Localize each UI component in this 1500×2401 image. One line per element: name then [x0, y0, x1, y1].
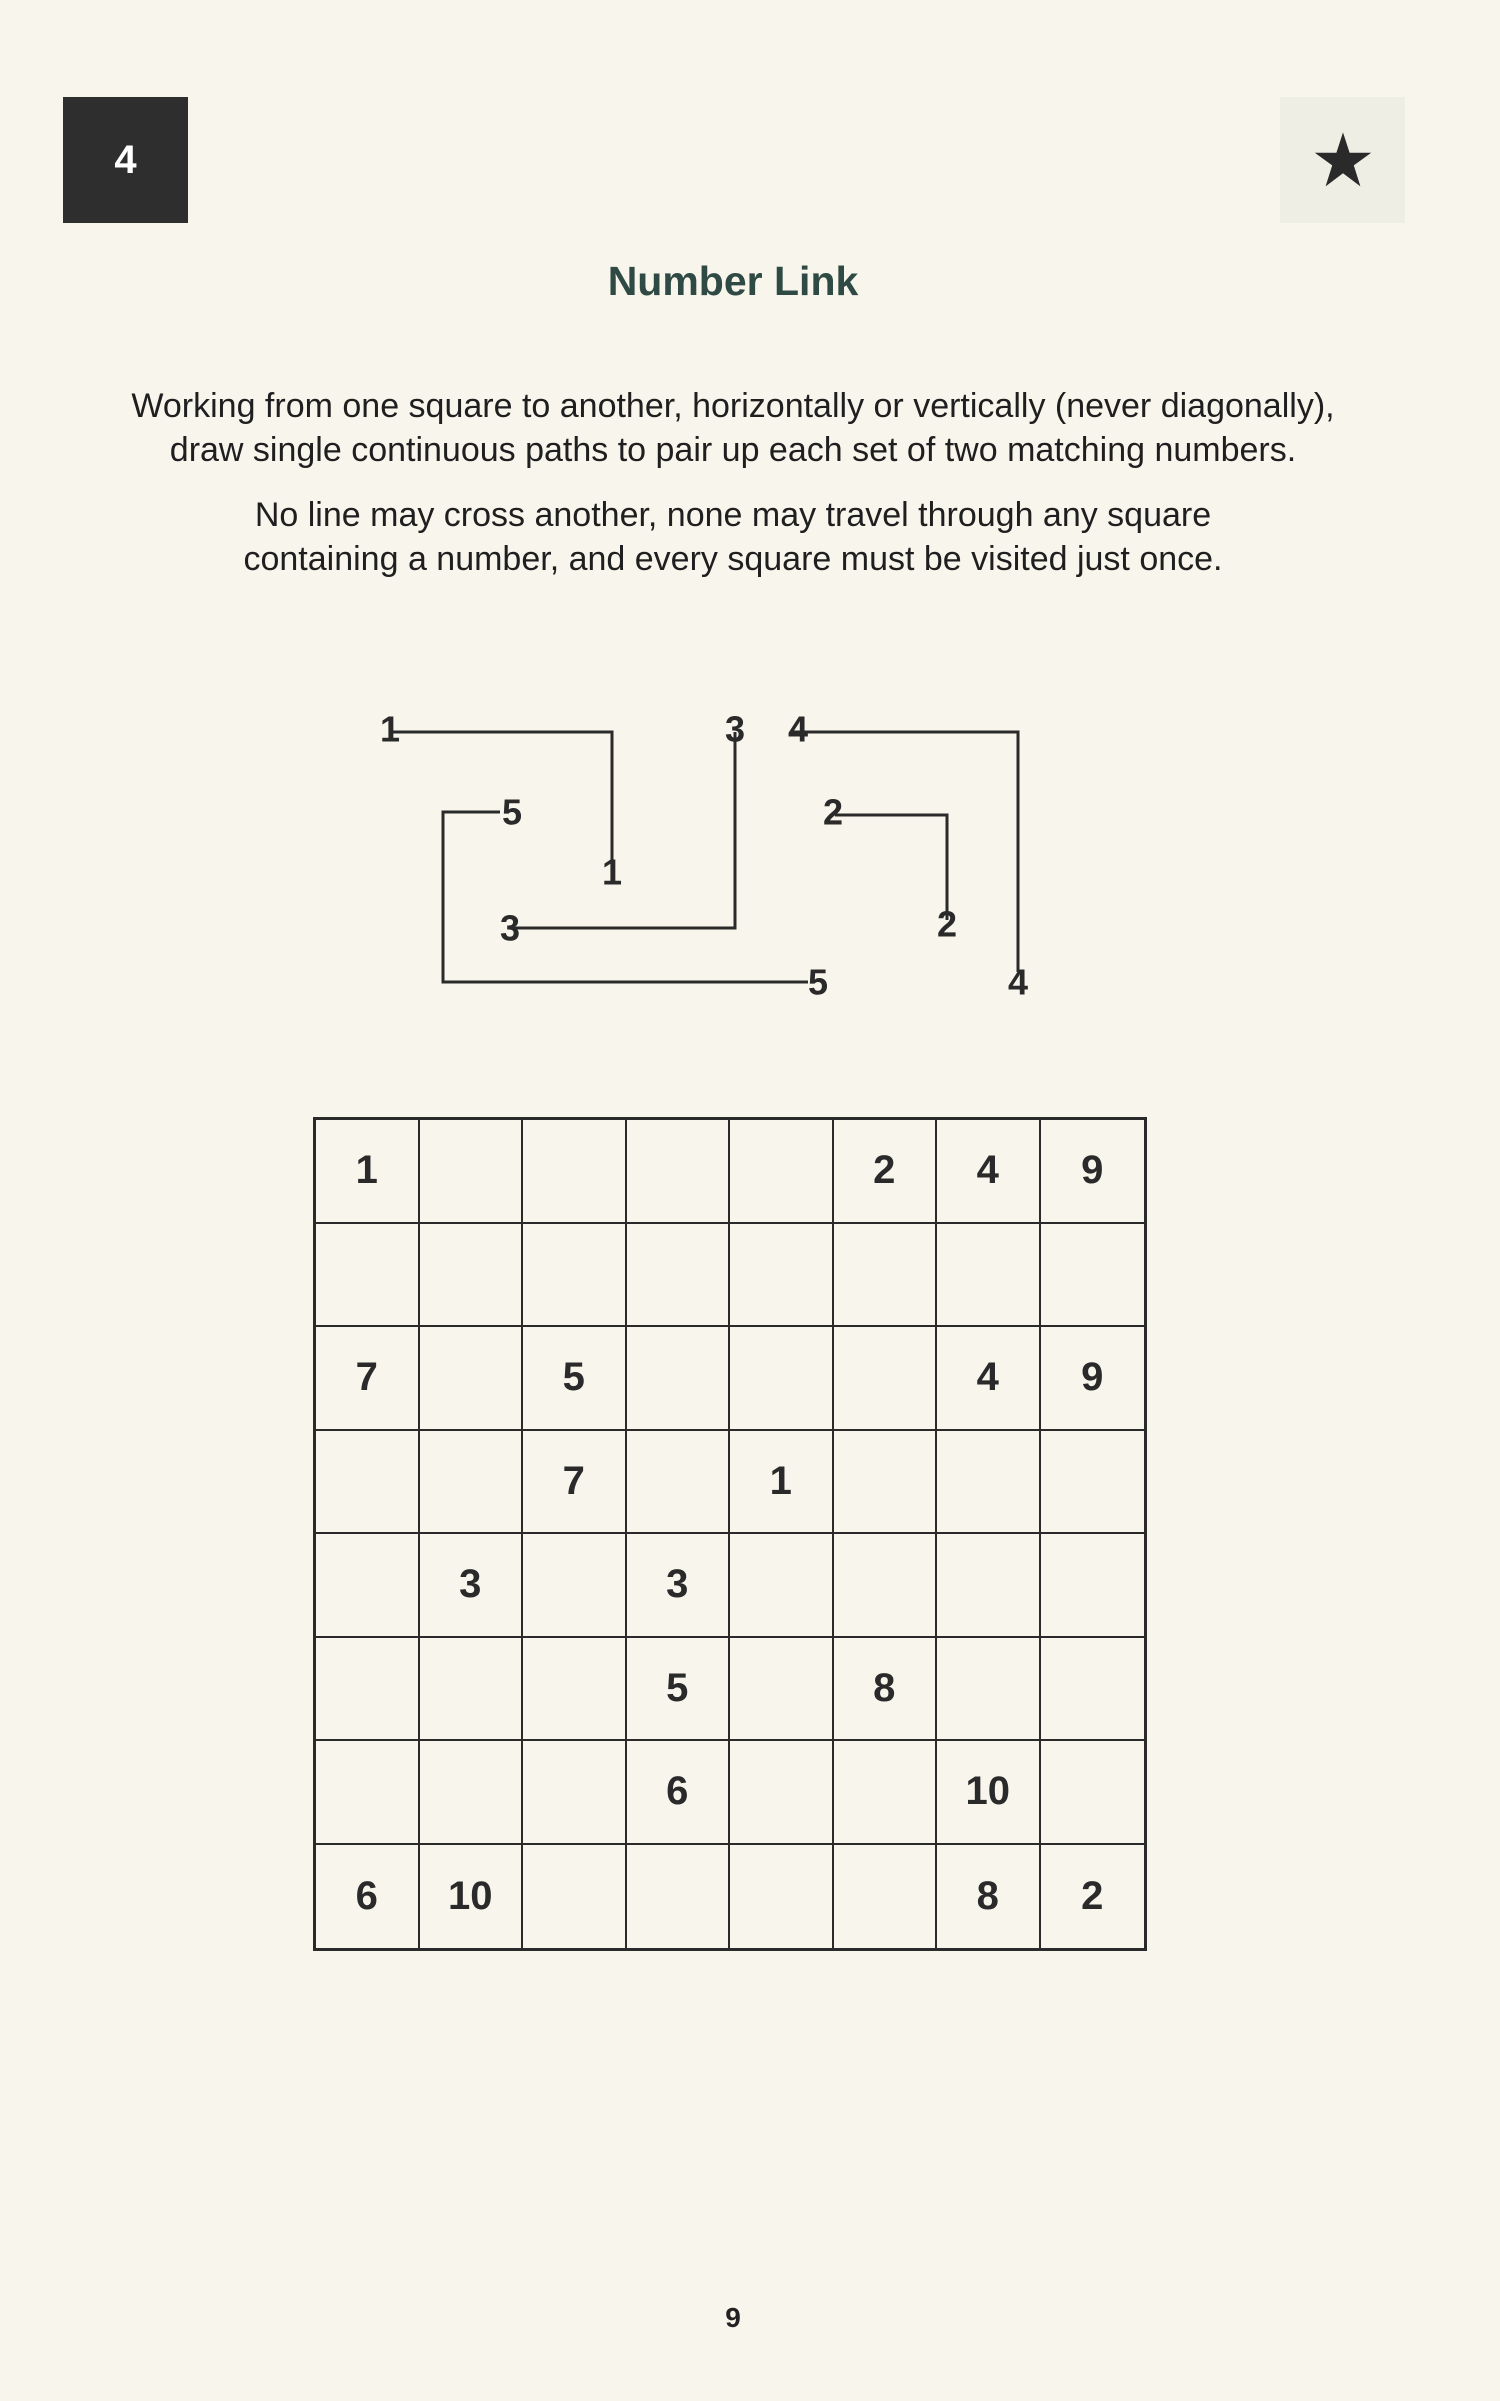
- instructions-paragraph-2: [60, 493, 1406, 581]
- grid-cell[interactable]: [834, 1845, 938, 1949]
- grid-cell[interactable]: [1041, 1741, 1145, 1845]
- grid-cell[interactable]: [1041, 1431, 1145, 1535]
- grid-cell[interactable]: [834, 1327, 938, 1431]
- grid-cell[interactable]: 4: [937, 1327, 1041, 1431]
- grid-cell[interactable]: 9: [1041, 1327, 1145, 1431]
- difficulty-badge: [1280, 97, 1405, 223]
- grid-cell[interactable]: [937, 1534, 1041, 1638]
- example-label: 3: [499, 907, 521, 949]
- grid-cell[interactable]: [316, 1638, 420, 1742]
- grid-cell[interactable]: [730, 1638, 834, 1742]
- grid-cell[interactable]: [316, 1431, 420, 1535]
- grid-cell[interactable]: [627, 1327, 731, 1431]
- grid-cell[interactable]: 9: [1041, 1120, 1145, 1224]
- page-title: Number Link: [607, 258, 859, 304]
- instructions-paragraph-1: [60, 384, 1406, 472]
- grid-cell[interactable]: [1041, 1224, 1145, 1328]
- grid-cell[interactable]: [523, 1224, 627, 1328]
- grid-cell[interactable]: 6: [627, 1741, 731, 1845]
- instruction-line: No line may cross another, none may travel through any square: [254, 496, 1212, 534]
- grid-cell[interactable]: [730, 1845, 834, 1949]
- grid-cell[interactable]: [316, 1534, 420, 1638]
- path-1: [390, 732, 612, 868]
- grid-cell[interactable]: 7: [316, 1327, 420, 1431]
- grid-cell[interactable]: [420, 1741, 524, 1845]
- grid-cell[interactable]: [834, 1224, 938, 1328]
- puzzle-grid: [313, 1117, 1147, 1951]
- grid-cell[interactable]: 3: [627, 1534, 731, 1638]
- instruction-line: containing a number, and every square must be visited just once.: [243, 540, 1223, 578]
- path-4: [790, 732, 1018, 972]
- example-label: 4: [1007, 961, 1029, 1003]
- grid-cell[interactable]: [627, 1845, 731, 1949]
- example-label: 1: [379, 708, 401, 750]
- grid-cell[interactable]: 10: [420, 1845, 524, 1949]
- example-paths: [390, 732, 1018, 982]
- grid-cell[interactable]: [420, 1120, 524, 1224]
- example-label: 2: [936, 903, 958, 945]
- grid-cell[interactable]: [523, 1845, 627, 1949]
- grid-cell[interactable]: 8: [834, 1638, 938, 1742]
- grid-cell[interactable]: [730, 1120, 834, 1224]
- example-label: 5: [501, 791, 523, 833]
- grid-cell[interactable]: [937, 1431, 1041, 1535]
- example-label: 2: [822, 791, 844, 833]
- grid-cell[interactable]: [523, 1741, 627, 1845]
- page-number: 9: [725, 2302, 741, 2333]
- puzzle-number-badge: [63, 97, 188, 223]
- grid-cell[interactable]: [420, 1224, 524, 1328]
- path-5: [443, 812, 808, 982]
- grid-cell[interactable]: [937, 1638, 1041, 1742]
- grid-cell[interactable]: [1041, 1638, 1145, 1742]
- grid-cell[interactable]: [627, 1120, 731, 1224]
- grid-cell[interactable]: [627, 1224, 731, 1328]
- grid-cell[interactable]: [730, 1534, 834, 1638]
- grid-cell[interactable]: 1: [730, 1431, 834, 1535]
- grid-cell[interactable]: 7: [523, 1431, 627, 1535]
- grid-cell[interactable]: 8: [937, 1845, 1041, 1949]
- grid-cell[interactable]: 6: [316, 1845, 420, 1949]
- grid-cell[interactable]: 3: [420, 1534, 524, 1638]
- puzzle-number: 4: [114, 137, 137, 182]
- grid-cell[interactable]: [523, 1120, 627, 1224]
- grid-cell[interactable]: [730, 1327, 834, 1431]
- grid-cell[interactable]: 4: [937, 1120, 1041, 1224]
- instruction-line: Working from one square to another, horizontally or vertically (never diagonally),: [131, 387, 1335, 425]
- grid-cell[interactable]: [1041, 1534, 1145, 1638]
- grid-cell[interactable]: [420, 1431, 524, 1535]
- grid-cell[interactable]: [523, 1534, 627, 1638]
- grid-cell[interactable]: [420, 1638, 524, 1742]
- grid-cell[interactable]: 1: [316, 1120, 420, 1224]
- grid-cell[interactable]: 2: [1081, 1873, 1104, 1918]
- instruction-line: draw single continuous paths to pair up each set of two matching numbers.: [169, 431, 1297, 469]
- grid-cell[interactable]: 10: [937, 1741, 1041, 1845]
- grid-cell[interactable]: 5: [627, 1638, 731, 1742]
- grid-cell[interactable]: 2: [834, 1120, 938, 1224]
- grid-cell[interactable]: [523, 1638, 627, 1742]
- grid-cell[interactable]: [316, 1224, 420, 1328]
- grid-cell[interactable]: [730, 1741, 834, 1845]
- example-label: 5: [807, 961, 829, 1003]
- grid-cell[interactable]: [627, 1431, 731, 1535]
- grid-cell[interactable]: [937, 1224, 1041, 1328]
- example-label: 1: [601, 851, 623, 893]
- grid-cell[interactable]: 5: [523, 1327, 627, 1431]
- grid-cell[interactable]: [834, 1534, 938, 1638]
- example-label: 3: [724, 708, 746, 750]
- grid-cell[interactable]: [834, 1431, 938, 1535]
- grid-cell[interactable]: [834, 1741, 938, 1845]
- grid-cell[interactable]: [730, 1224, 834, 1328]
- path-2: [835, 815, 947, 920]
- example-labels: [380, 709, 1028, 1003]
- path-3: [508, 732, 735, 928]
- star-icon: [1313, 130, 1373, 190]
- example-label: 4: [787, 708, 809, 750]
- grid-cell[interactable]: [316, 1741, 420, 1845]
- grid-cell[interactable]: [420, 1327, 524, 1431]
